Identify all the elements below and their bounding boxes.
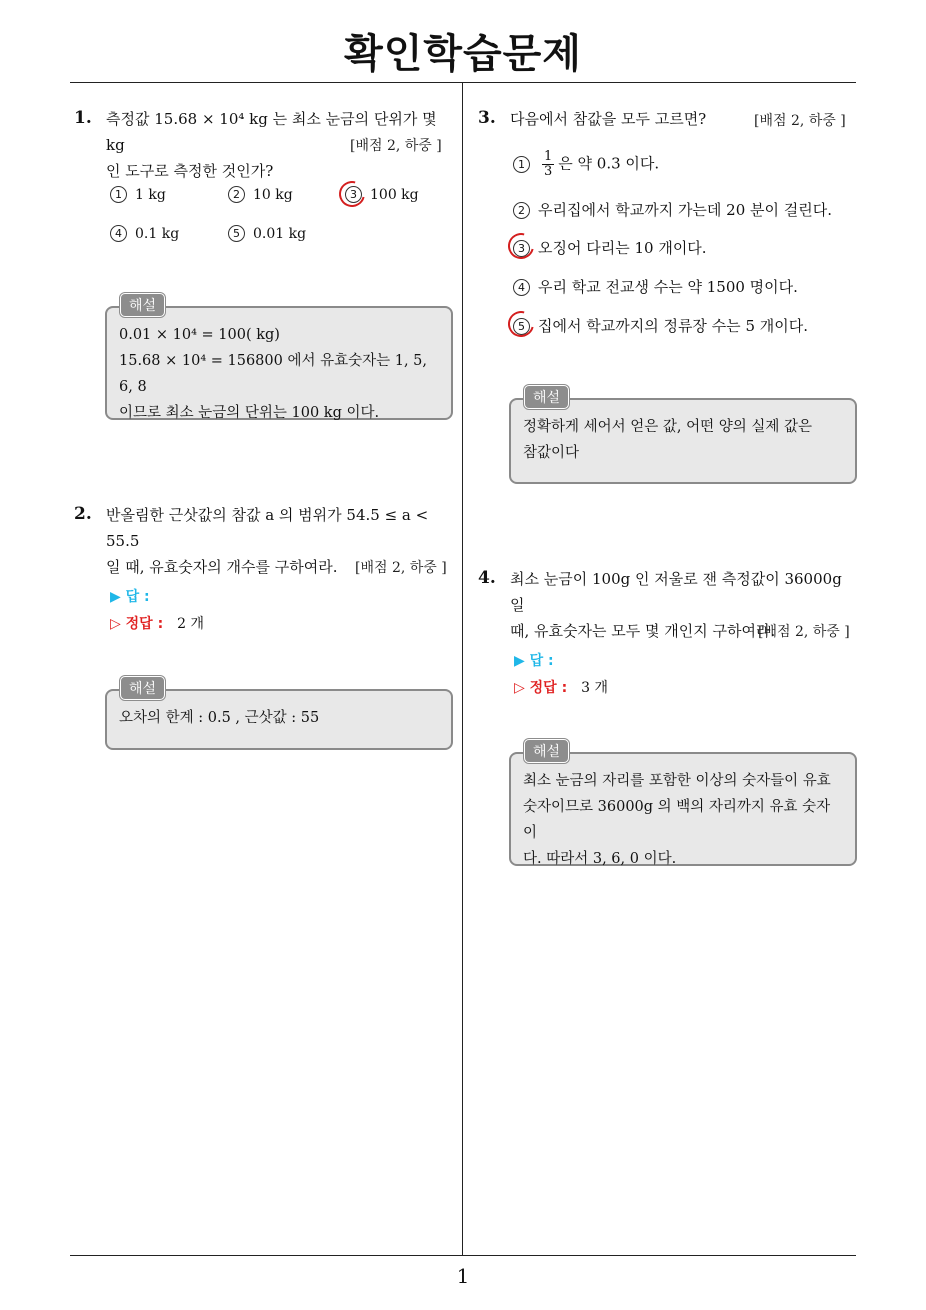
statement-number: 1 [513, 156, 530, 173]
explanation-tag: 해설 [524, 385, 569, 409]
answer-input-label[interactable]: ▶ 답 : [514, 653, 554, 669]
column-divider [462, 83, 463, 1256]
question-line: 일 때, 유효숫자의 개수를 구하여라. [106, 558, 338, 576]
bottom-rule [70, 1255, 856, 1256]
statement-number: 5 [513, 318, 530, 335]
explanation-line: 다. 따라서 3, 6, 0 이다. [523, 851, 677, 867]
question-number: 3. [478, 108, 496, 128]
correct-answer-label: ▷ 정답 : [110, 616, 164, 632]
explanation-box [509, 752, 857, 866]
explanation-tag: 해설 [120, 676, 165, 700]
statement-text: 우리 학교 전교생 수는 약 1500 명이다. [538, 278, 798, 296]
question-line: 다음에서 참값을 모두 고르면? [510, 110, 707, 128]
question-number: 1. [74, 108, 92, 128]
choice-text: 100 kg [370, 187, 419, 203]
choice-number: 2 [228, 186, 245, 203]
statement-1[interactable] [513, 150, 659, 179]
score-meta: [배점 2, 하중 ] [758, 624, 850, 640]
statement-2[interactable] [513, 199, 832, 220]
explanation-tag: 해설 [524, 739, 569, 763]
question-line: 최소 눈금이 100g 인 저울로 잰 측정값이 36000g 일 [510, 570, 842, 614]
selected-mark-icon [503, 306, 539, 342]
top-rule [70, 82, 856, 83]
choice-1[interactable] [110, 186, 166, 203]
statement-5[interactable] [513, 315, 808, 336]
choice-number: 4 [110, 225, 127, 242]
statement-text: 은 약 0.3 이다. [558, 154, 660, 173]
question-number: 2. [74, 504, 92, 524]
statement-number: 3 [513, 240, 530, 257]
choice-text: 1 kg [135, 187, 166, 203]
fraction: $\frac{1}{3}$ [544, 149, 553, 179]
choice-number: 3 [345, 186, 362, 203]
statement-3[interactable] [513, 237, 707, 258]
choice-number: 5 [228, 225, 245, 242]
explanation-line: 0.01 × 10⁴ = 100( kg) [119, 327, 280, 343]
explanation-line: 15.68 × 10⁴ = 156800 에서 유효숫자는 1, 5, 6, 8 [119, 353, 428, 395]
explanation-line: 정확하게 세어서 얻은 값, 어떤 양의 실제 값은 [523, 419, 812, 435]
statement-number: 2 [513, 202, 530, 219]
explanation-line: 참값이다 [523, 445, 580, 461]
explanation-line: 오차의 한계 : 0.5 , 근삿값 : 55 [119, 710, 320, 726]
choice-text: 0.1 kg [135, 226, 180, 242]
score-meta: [배점 2, 하중 ] [350, 138, 442, 154]
correct-answer-value: 3 개 [581, 680, 609, 696]
choice-4[interactable] [110, 225, 179, 242]
explanation-box [509, 398, 857, 484]
choice-number: 1 [110, 186, 127, 203]
question-line: 인 도구로 측정한 것인가? [106, 162, 274, 180]
explanation-tag: 해설 [120, 293, 165, 317]
selected-mark-icon [503, 228, 539, 264]
question-line: 측정값 15.68 × 10⁴ kg 는 최소 눈금의 단위가 몇 kg [106, 110, 437, 154]
explanation-line: 이므로 최소 눈금의 단위는 100 kg 이다. [119, 405, 380, 421]
statement-text: 우리집에서 학교까지 가는데 20 분이 걸린다. [538, 201, 833, 219]
page-number: 1 [456, 1264, 470, 1288]
question-line: 반올림한 근삿값의 참값 a 의 범위가 54.5 ≤ a < 55.5 [106, 506, 429, 550]
statement-text: 집에서 학교까지의 정류장 수는 5 개이다. [538, 317, 808, 335]
statement-number: 4 [513, 279, 530, 296]
choice-text: 0.01 kg [253, 226, 307, 242]
correct-answer-value: 2 개 [177, 616, 205, 632]
page-title: 확인학습문제 [344, 31, 582, 77]
choice-5[interactable] [228, 225, 306, 242]
choice-text: 10 kg [253, 187, 293, 203]
explanation-line: 숫자이므로 36000g 의 백의 자리까지 유효 숫자이 [523, 799, 831, 841]
statement-text: 오징어 다리는 10 개이다. [538, 239, 707, 257]
explanation-line: 최소 눈금의 자리를 포함한 이상의 숫자들이 유효 [523, 773, 831, 789]
question-line: 때, 유효숫자는 모두 몇 개인지 구하여라. [510, 622, 776, 640]
explanation-box [105, 306, 453, 420]
question-number: 4. [478, 568, 496, 588]
correct-answer [110, 613, 204, 633]
choice-2[interactable] [228, 186, 293, 203]
statement-4[interactable] [513, 276, 798, 297]
score-meta: [배점 2, 하중 ] [355, 560, 447, 576]
question-text [510, 106, 740, 132]
answer-input-label[interactable]: ▶ 답 : [110, 589, 150, 605]
correct-answer-label: ▷ 정답 : [514, 680, 568, 696]
correct-answer [514, 677, 608, 697]
score-meta: [배점 2, 하중 ] [754, 113, 846, 129]
